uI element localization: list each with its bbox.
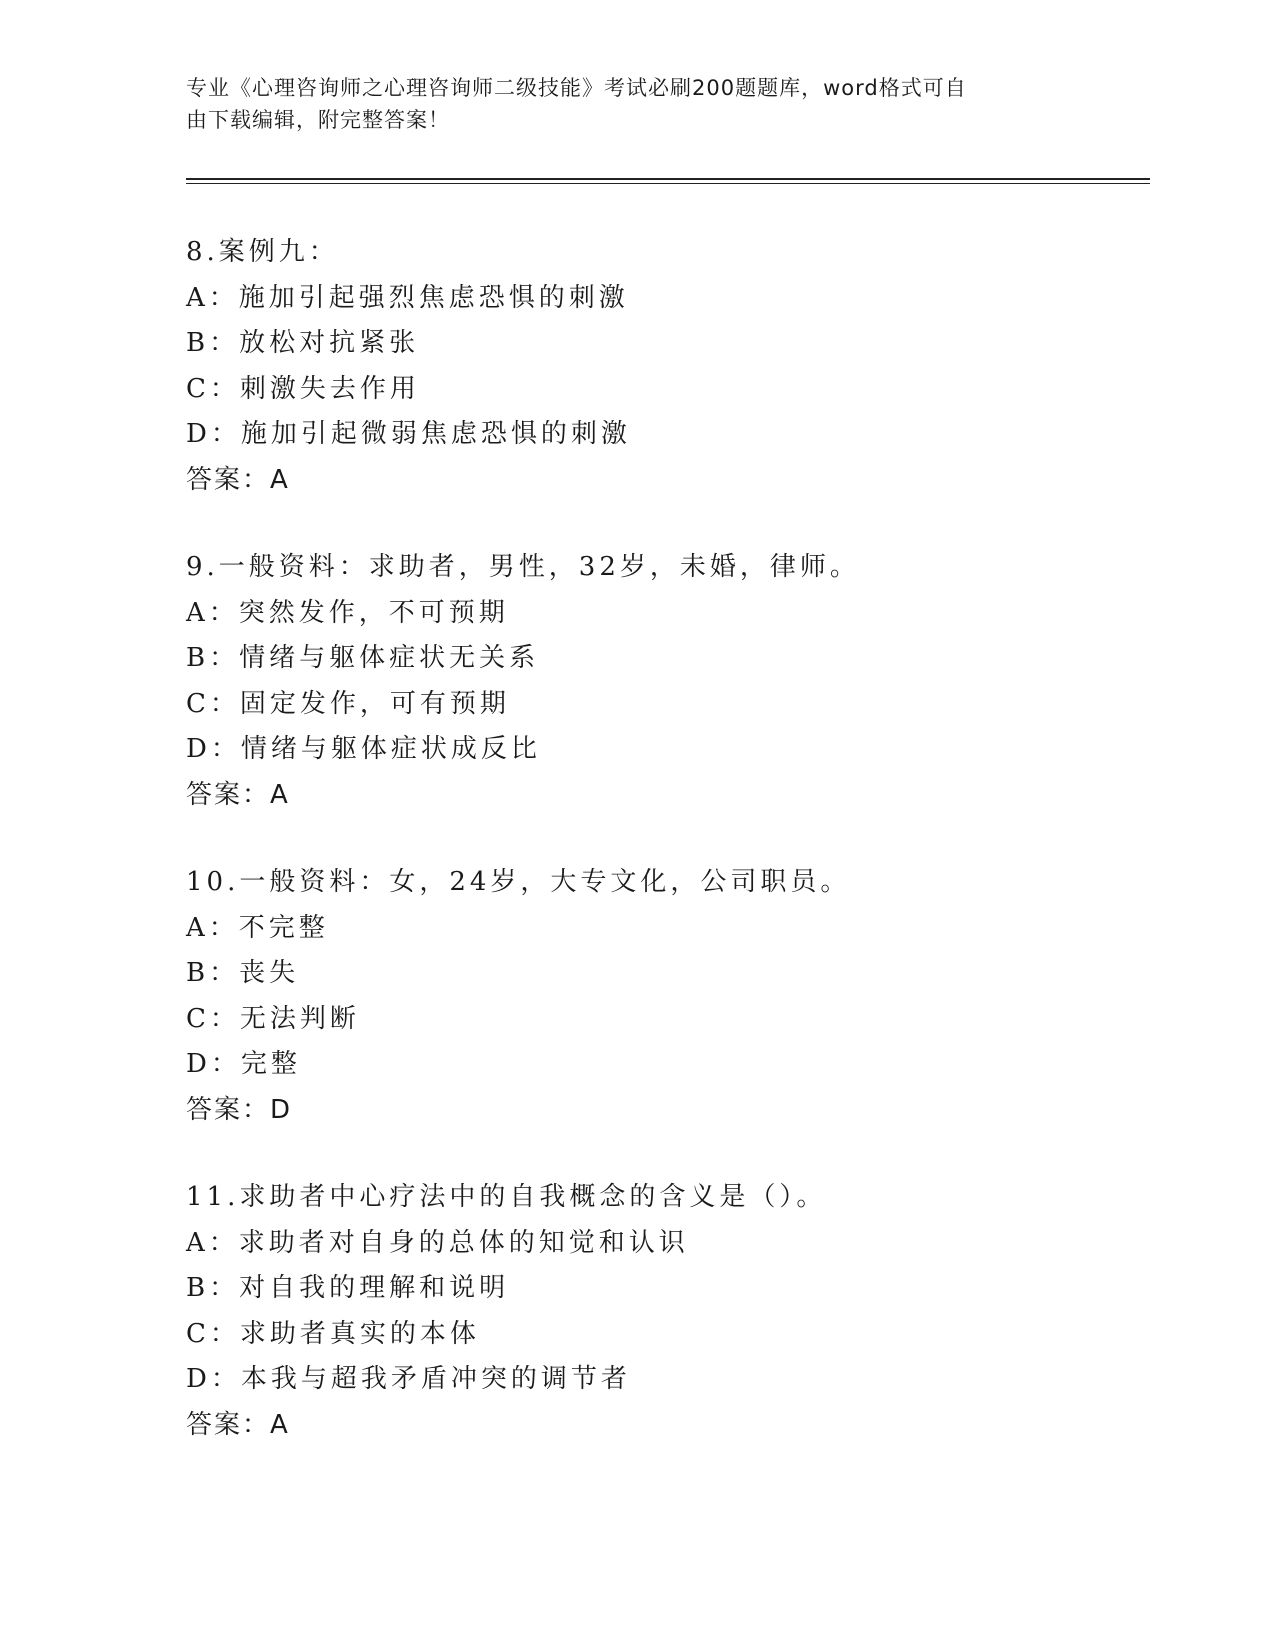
question-stem: 8.案例九： xyxy=(186,237,339,267)
question-block xyxy=(186,230,1186,503)
header-divider-thin xyxy=(186,183,1150,184)
option-a: A：突然发作，不可预期 xyxy=(186,597,509,628)
option-b: B：情绪与躯体症状无关系 xyxy=(186,643,540,673)
question-block xyxy=(186,860,1186,1133)
option-c: C：固定发作，可有预期 xyxy=(186,688,510,719)
header-line-1: 专业《心理咨询师之心理咨询师二级技能》考试必刷200题题库，word格式可自 xyxy=(186,76,967,100)
question-block xyxy=(186,545,1186,818)
option-d: D：本我与超我矛盾冲突的调节者 xyxy=(186,1364,631,1394)
question-block xyxy=(186,1175,1186,1448)
answer: 答案：A xyxy=(186,779,290,810)
option-a: A：求助者对自身的总体的知觉和认识 xyxy=(186,1227,689,1258)
answer: 答案：A xyxy=(186,1409,290,1440)
question-stem: 11.求助者中心疗法中的自我概念的含义是（）。 xyxy=(186,1182,827,1212)
question-stem: 9.一般资料：求助者，男性，32岁，未婚，律师。 xyxy=(186,552,860,582)
option-d: D：施加引起微弱焦虑恐惧的刺激 xyxy=(186,419,631,449)
option-c: C：刺激失去作用 xyxy=(186,373,420,404)
option-a: A：不完整 xyxy=(186,912,329,943)
question-stem: 10.一般资料：女，24岁，大专文化，公司职员。 xyxy=(186,867,851,897)
option-b: B：放松对抗紧张 xyxy=(186,328,420,358)
document-header xyxy=(186,72,1066,136)
header-line-2: 由下载编辑，附完整答案！ xyxy=(186,108,450,132)
option-a: A：施加引起强烈焦虑恐惧的刺激 xyxy=(186,282,629,313)
header-divider xyxy=(186,178,1150,180)
answer: 答案：D xyxy=(186,1094,293,1125)
option-b: B：对自我的理解和说明 xyxy=(186,1273,510,1303)
option-b: B：丧失 xyxy=(186,958,300,988)
option-c: C：无法判断 xyxy=(186,1003,360,1034)
answer: 答案：A xyxy=(186,464,290,495)
option-d: D：情绪与躯体症状成反比 xyxy=(186,734,541,764)
option-d: D：完整 xyxy=(186,1049,301,1079)
option-c: C：求助者真实的本体 xyxy=(186,1318,480,1349)
